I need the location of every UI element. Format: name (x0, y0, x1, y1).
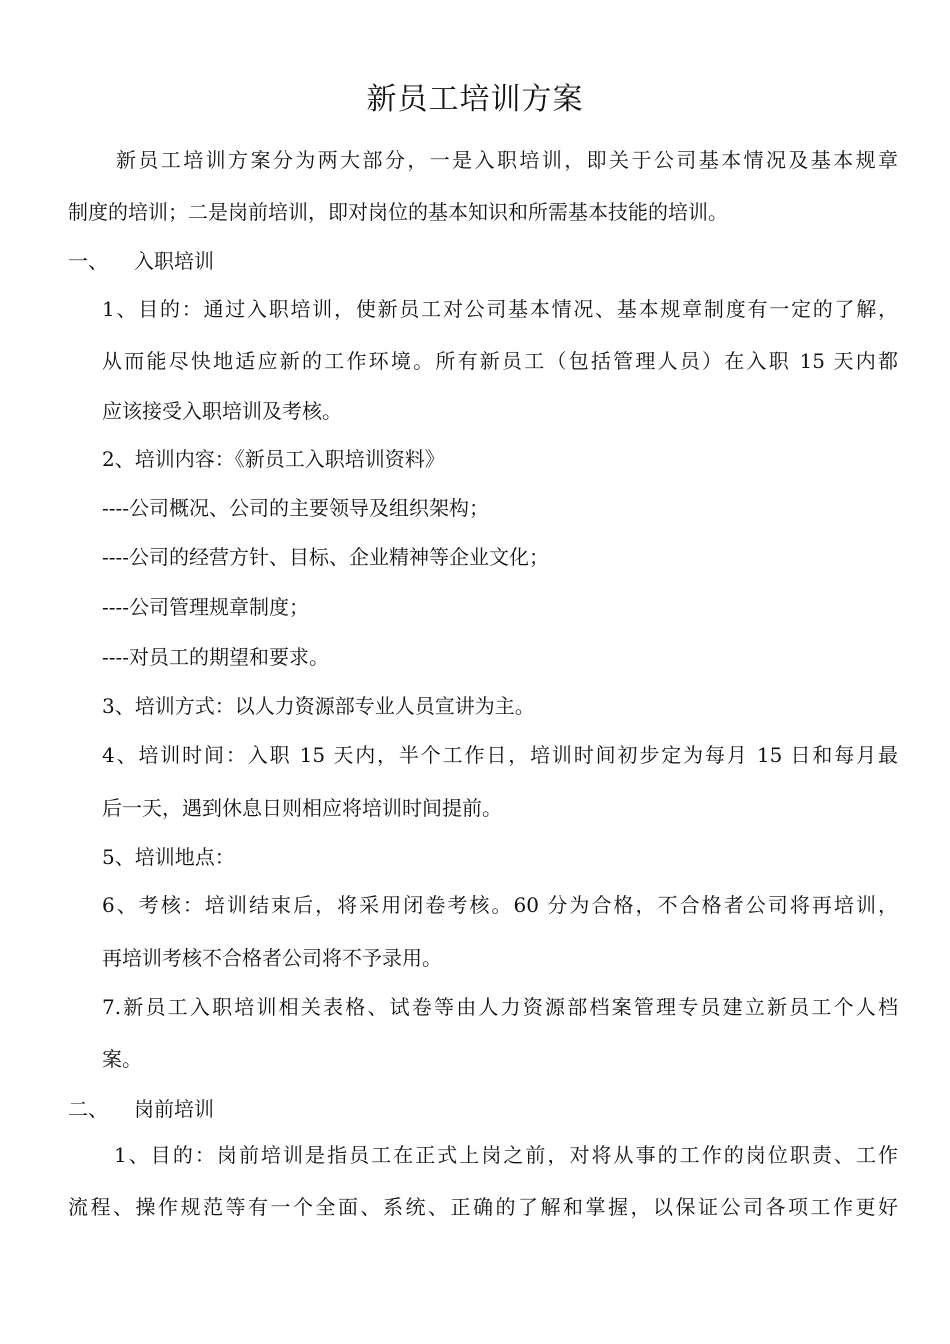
s1-item4-line-2: 后一天，遇到休息日则相应将培训时间提前。 (102, 796, 502, 820)
intro-line-2: 制度的培训；二是岗前培训，即对岗位的基本知识和所需基本技能的培训。 (68, 200, 728, 224)
s1-content-4: ----对员工的期望和要求。 (102, 645, 330, 669)
section-1-heading (68, 247, 214, 275)
s1-item4-line-1: 4、培训时间：入职 15 天内，半个工作日，培训时间初步定为每月 15 日和每月最 (102, 743, 898, 767)
s1-item3: 3、培训方式：以人力资源部专业人员宣讲为主。 (102, 694, 535, 718)
s1-item7-line-2: 案。 (102, 1047, 142, 1071)
s1-item7-line-1: 7.新员工入职培训相关表格、试卷等由人力资源部档案管理专员建立新员工个人档 (102, 995, 898, 1019)
section-1-title: 入职培训 (134, 249, 214, 273)
s1-item1-line-2: 从而能尽快地适应新的工作环境。所有新员工（包括管理人员）在入职 15 天内都 (102, 349, 898, 373)
s1-content-2: ----公司的经营方针、目标、企业精神等企业文化； (102, 545, 550, 569)
section-1-number: 一、 (68, 249, 108, 273)
section-2-number: 二、 (68, 1097, 108, 1121)
s1-item6-line-1: 6、考核：培训结束后，将采用闭卷考核。60 分为合格，不合格者公司将再培训， (102, 893, 898, 917)
page-title: 新员工培训方案 (366, 82, 584, 117)
s2-item1-line-2: 流程、操作规范等有一个全面、系统、正确的了解和掌握，以保证公司各项工作更好 (68, 1195, 898, 1219)
section-2-heading (68, 1095, 214, 1123)
s1-content-3: ----公司管理规章制度； (102, 595, 310, 619)
s1-item6-line-2: 再培训考核不合格者公司将不予录用。 (102, 946, 442, 970)
s1-content-1: ----公司概况、公司的主要领导及组织架构； (102, 496, 490, 520)
s2-item1-line-1: 1、目的：岗前培训是指员工在正式上岗之前，对将从事的工作的岗位职责、工作 (114, 1143, 898, 1167)
s1-item1-line-3: 应该接受入职培训及考核。 (102, 399, 342, 423)
s1-item5: 5、培训地点： (102, 845, 235, 869)
intro-line-1: 新员工培训方案分为两大部分，一是入职培训，即关于公司基本情况及基本规章 (116, 148, 898, 172)
s1-item1-line-1: 1、目的：通过入职培训，使新员工对公司基本情况、基本规章制度有一定的了解， (102, 297, 898, 321)
section-2-title: 岗前培训 (134, 1097, 214, 1121)
s1-item2: 2、培训内容：《新员工入职培训资料》 (102, 447, 445, 471)
